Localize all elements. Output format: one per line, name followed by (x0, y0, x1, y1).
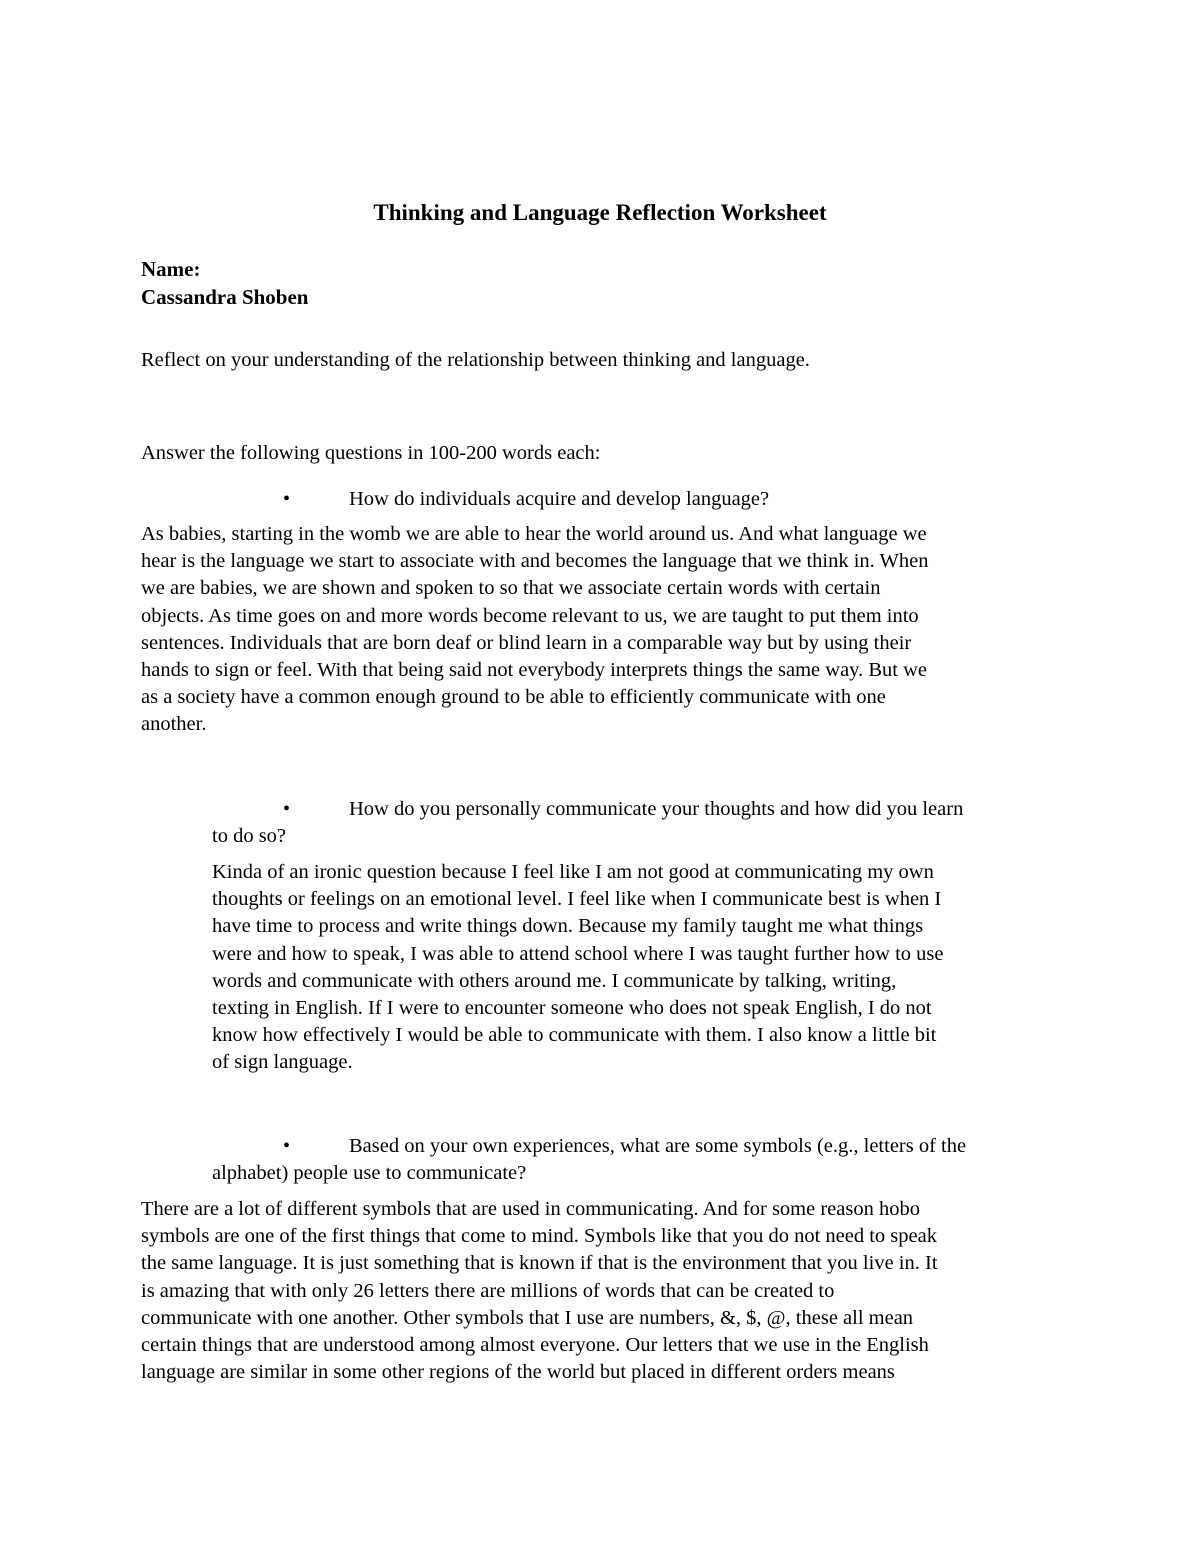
bullet-glyph: • (283, 488, 291, 510)
question-text: How do individuals acquire and develop language? (349, 488, 770, 510)
instructions: Answer the following questions in 100-200 words each: (141, 442, 601, 464)
answer-line: There are a lot of different symbols that are used in communicating. And for some reason hobo (141, 1198, 920, 1220)
answer-line: objects. As time goes on and more words become relevant to us, we are taught to put them into (141, 604, 919, 627)
answer-line: we are babies, we are shown and spoken to so that we associate certain words with certain (141, 577, 881, 600)
answer-line: the same language. It is just something that is known if that is the environment that you live in. It (141, 1252, 938, 1275)
answer-paragraph (141, 521, 928, 739)
answer-line: symbols are one of the first things that come to mind. Symbols like that you do not need to speak (141, 1225, 937, 1248)
name-value: Cassandra Shoben (141, 285, 309, 309)
answer-line: have time to process and write things down. Because my family taught me what things (212, 915, 924, 938)
question-text-continued: alphabet) people use to communicate? (212, 1162, 527, 1184)
answer-line: Kinda of an ironic question because I feel like I am not good at communicating my own (212, 861, 934, 883)
answer-line: thoughts or feelings on an emotional level. I feel like when I communicate best is when I (212, 888, 942, 911)
answer-paragraph (141, 1196, 938, 1386)
reflect-prompt: Reflect on your understanding of the relationship between thinking and language. (141, 349, 810, 371)
answer-line: of sign language. (212, 1051, 353, 1074)
answer-line: another. (141, 713, 207, 736)
answer-paragraph (212, 859, 944, 1077)
answer-line: words and communicate with others around me. I communicate by talking, writing, (212, 969, 897, 992)
answer-line: language are similar in some other regions of the world but placed in different orders means (141, 1361, 895, 1384)
answer-line: were and how to speak, I was able to attend school where I was taught further how to use (212, 942, 944, 965)
answer-line: sentences. Individuals that are born deaf or blind learn in a comparable way but by using their (141, 631, 912, 654)
question-text-continued: to do so? (212, 825, 287, 847)
answer-line: certain things that are understood among almost everyone. Our letters that we use in the English (141, 1334, 929, 1357)
bullet-glyph: • (283, 1135, 291, 1157)
name-label: Name: (141, 257, 201, 281)
answer-line: as a society have a common enough ground to be able to efficiently communicate with one (141, 686, 886, 709)
answer-line: is amazing that with only 26 letters there are millions of words that can be created to (141, 1279, 835, 1302)
answer-line: texting in English. If I were to encounter someone who does not speak English, I do not (212, 997, 932, 1020)
answer-line: know how effectively I would be able to communicate with them. I also know a little bit (212, 1024, 937, 1047)
answer-line: hands to sign or feel. With that being said not everybody interprets things the same way. But we (141, 659, 927, 682)
answer-line: As babies, starting in the womb we are able to hear the world around us. And what language we (141, 523, 927, 545)
document-title: Thinking and Language Reflection Worksheet (373, 200, 827, 225)
bullet-glyph: • (283, 798, 291, 820)
answer-line: hear is the language we start to associate with and becomes the language that we think in. When (141, 550, 929, 573)
question-text: How do you personally communicate your thoughts and how did you learn (349, 798, 964, 820)
question-text: Based on your own experiences, what are some symbols (e.g., letters of the (349, 1135, 967, 1157)
answer-line: communicate with one another. Other symbols that I use are numbers, &, $, @, these all mean (141, 1306, 914, 1329)
